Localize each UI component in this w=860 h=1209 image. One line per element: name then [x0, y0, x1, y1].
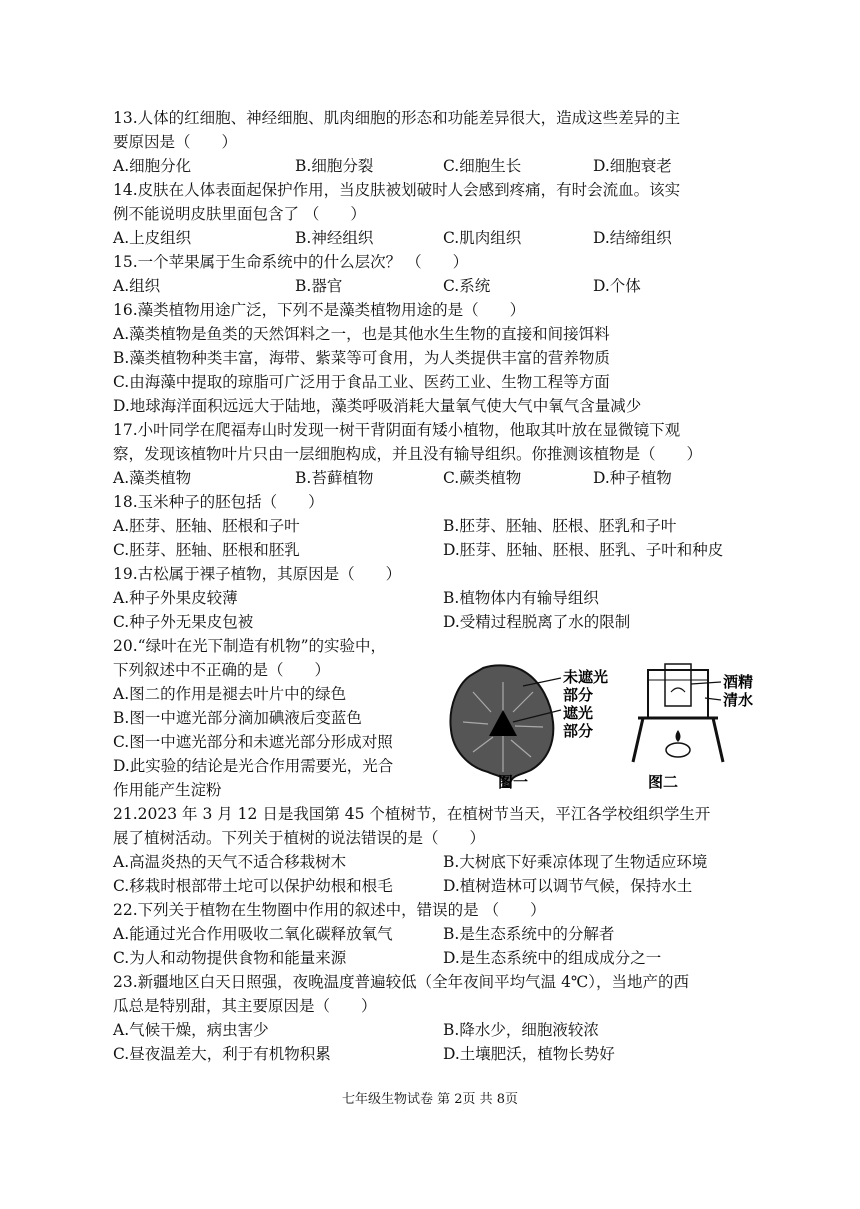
caption-figure-2: 图二: [648, 773, 679, 791]
q19-option-d: D.受精过程脱离了水的限制: [443, 613, 631, 631]
q20-stem-line2: 下列叙述中不正确的是（ ）: [113, 661, 331, 679]
q20-option-d: D.此实验的结论是光合作用需要光，光合: [113, 757, 394, 775]
leaf-diagram: [450, 665, 561, 787]
label-water: 清水: [723, 691, 754, 709]
q13-option-a: A.细胞分化: [113, 157, 192, 175]
q13-stem-line2: 要原因是（ ）: [113, 133, 238, 151]
q23-option-b: B.降水少，细胞液较浓: [443, 1021, 599, 1039]
q15-option-b: B.器官: [295, 277, 343, 295]
q22-option-a: A.能通过光合作用吸收二氧化碳释放氧气: [113, 925, 393, 943]
q20-option-b: B.图一中遮光部分滴加碘液后变蓝色: [113, 709, 362, 727]
q21-stem-line1: 21.2023 年 3 月 12 日是我国第 45 个植树节，在植树节当天，平江各学校组织学生开: [113, 805, 711, 823]
q13-option-d: D.细胞衰老: [593, 157, 672, 175]
q15-stem: 15.一个苹果属于生命系统中的什么层次？ （ ）: [113, 253, 469, 271]
q17-option-b: B.苔藓植物: [295, 469, 374, 487]
q13-stem-line1: 13.人体的红细胞、神经细胞、肌肉细胞的形态和功能差异很大，造成这些差异的主: [113, 109, 681, 127]
q17-option-d: D.种子植物: [593, 469, 672, 487]
q21-option-c: C.移栽时根部带土坨可以保护幼根和根毛: [113, 877, 393, 895]
label-shaded-1: 遮光: [563, 704, 594, 722]
caption-figure-1: 图一: [498, 773, 529, 791]
q18-option-c: C.胚芽、胚轴、胚根和胚乳: [113, 541, 300, 559]
q21-option-d: D.植树造林可以调节气候，保持水土: [443, 877, 693, 895]
q14-stem-line1: 14.皮肤在人体表面起保护作用，当皮肤被划破时人会感到疼痛，有时会流血。该实: [113, 181, 681, 199]
q23-option-a: A.气候干燥，病虫害少: [113, 1021, 269, 1039]
label-alcohol: 酒精: [723, 673, 754, 691]
q19-stem: 19.古松属于裸子植物，其原因是（ ）: [113, 565, 402, 583]
q14-stem-line2: 例不能说明皮肤里面包含了 （ ）: [113, 205, 366, 223]
q19-option-b: B.植物体内有输导组织: [443, 589, 599, 607]
q16-option-c: C.由海藻中提取的琼脂可广泛用于食品工业、医药工业、生物工程等方面: [113, 373, 610, 391]
q15-option-c: C.系统: [443, 277, 491, 295]
q18-option-b: B.胚芽、胚轴、胚根、胚乳和子叶: [443, 517, 677, 535]
q21-stem-line2: 展了植树活动。下列关于植树的说法错误的是（ ）: [113, 829, 486, 847]
q20-option-d-cont: 作用能产生淀粉: [113, 781, 222, 799]
q22-stem: 22.下列关于植物在生物圈中作用的叙述中，错误的是 （ ）: [113, 901, 546, 919]
label-unshaded-1: 未遮光: [563, 668, 609, 686]
q14-option-b: B.神经组织: [295, 229, 374, 247]
experiment-figure: [443, 652, 773, 792]
q20-option-c: C.图一中遮光部分和未遮光部分形成对照: [113, 733, 393, 751]
label-shaded-2: 部分: [563, 722, 594, 740]
q23-option-c: C.昼夜温差大，利于有机物积累: [113, 1045, 331, 1063]
q18-stem: 18.玉米种子的胚包括（ ）: [113, 493, 324, 511]
q23-stem-line2: 瓜总是特别甜，其主要原因是（ ）: [113, 997, 377, 1015]
q13-option-c: C.细胞生长: [443, 157, 522, 175]
page-footer: [0, 1088, 860, 1107]
q17-stem-line2: 察，发现该植物叶片只由一层细胞构成，并且没有输导组织。你推测该植物是（ ）: [113, 445, 703, 463]
q21-option-b: B.大树底下好乘凉体现了生物适应环境: [443, 853, 708, 871]
q22-option-d: D.是生态系统中的组成成分之一: [443, 949, 662, 967]
q22-option-c: C.为人和动物提供食物和能量来源: [113, 949, 347, 967]
q17-stem-line1: 17.小叶同学在爬福寿山时发现一树干背阴面有矮小植物，他取其叶放在显微镜下观: [113, 421, 681, 439]
label-unshaded-2: 部分: [563, 686, 594, 704]
water-bath-diagram: [633, 664, 723, 762]
q22-option-b: B.是生态系统中的分解者: [443, 925, 615, 943]
q15-option-d: D.个体: [593, 277, 641, 295]
q14-option-d: D.结缔组织: [593, 229, 672, 247]
q19-option-a: A.种子外果皮较薄: [113, 589, 238, 607]
q19-option-c: C.种子外无果皮包被: [113, 613, 254, 631]
q20-stem-line1: 20.“绿叶在光下制造有机物”的实验中，: [113, 637, 386, 655]
q14-option-a: A.上皮组织: [113, 229, 192, 247]
q15-option-a: A.组织: [113, 277, 161, 295]
footer-text: 七年级生物试卷 第 2页 共 8页: [341, 1092, 519, 1107]
q20-option-a: A.图二的作用是褪去叶片中的绿色: [113, 685, 347, 703]
q16-option-a: A.藻类植物是鱼类的天然饵料之一，也是其他水生生物的直接和间接饵料: [113, 325, 610, 343]
q16-option-b: B.藻类植物种类丰富，海带、紫菜等可食用，为人类提供丰富的营养物质: [113, 349, 610, 367]
q14-option-c: C.肌肉组织: [443, 229, 522, 247]
q16-option-d: D.地球海洋面积远远大于陆地，藻类呼吸消耗大量氧气使大气中氧气含量减少: [113, 397, 642, 415]
q16-stem: 16.藻类植物用途广泛，下列不是藻类植物用途的是（ ）: [113, 301, 526, 319]
q17-option-c: C.蕨类植物: [443, 469, 522, 487]
q13-option-b: B.细胞分裂: [295, 157, 374, 175]
q23-stem-line1: 23.新疆地区白天日照强，夜晚温度普遍较低（全年夜间平均气温 4℃），当地产的西: [113, 973, 690, 991]
q18-option-a: A.胚芽、胚轴、胚根和子叶: [113, 517, 300, 535]
q18-option-d: D.胚芽、胚轴、胚根、胚乳、子叶和种皮: [443, 541, 724, 559]
q21-option-a: A.高温炎热的天气不适合移栽树木: [113, 853, 347, 871]
q23-option-d: D.土壤肥沃，植物长势好: [443, 1045, 615, 1063]
q17-option-a: A.藻类植物: [113, 469, 192, 487]
